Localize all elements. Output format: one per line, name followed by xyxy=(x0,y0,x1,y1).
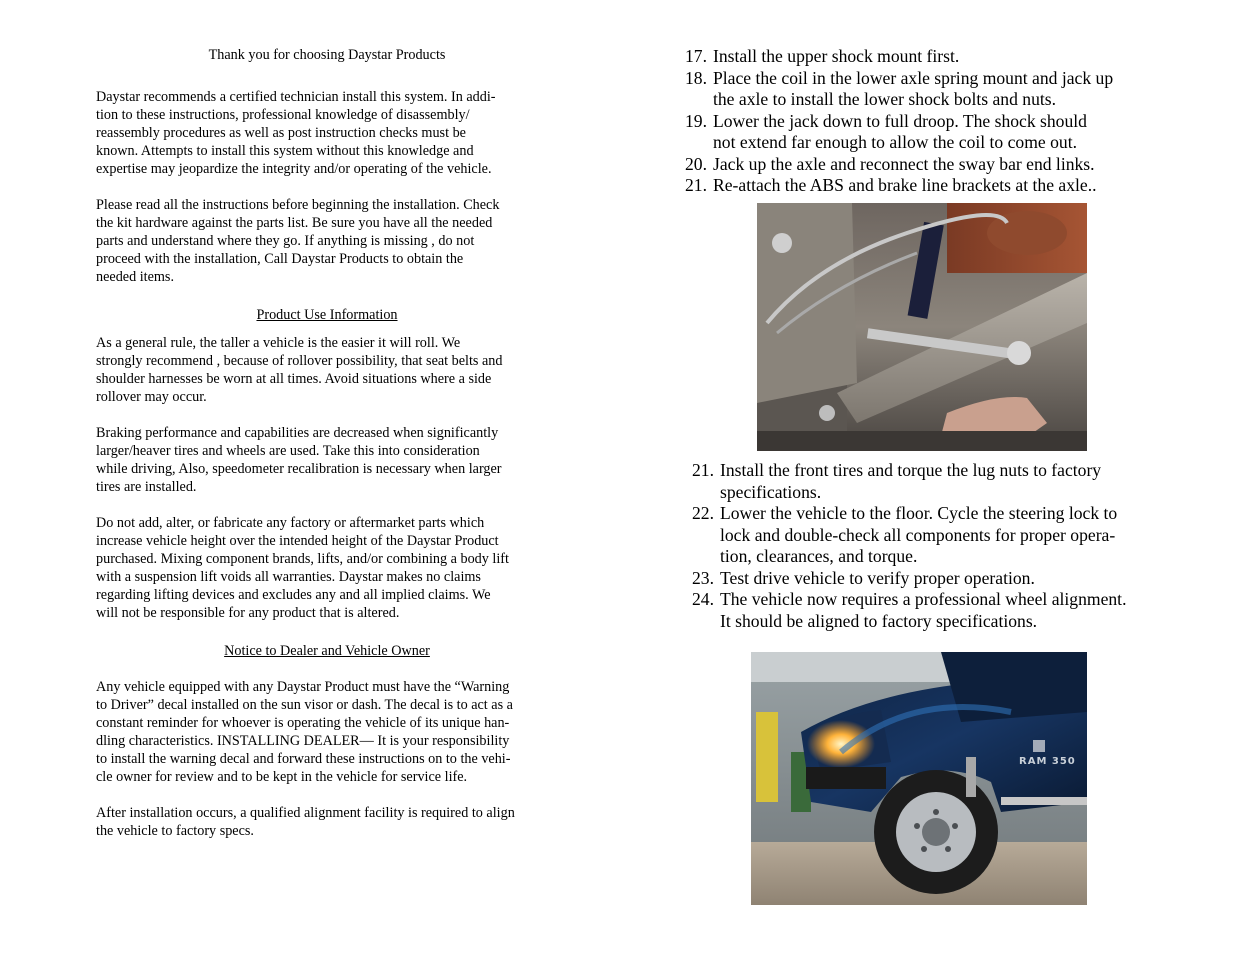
text-line: Please read all the instructions before beginning the installation. Check xyxy=(96,197,500,213)
left-column xyxy=(96,46,558,840)
intro-paragraph xyxy=(96,88,558,178)
text-line: As a general rule, the taller a vehicle is the easier it will roll. We xyxy=(96,335,461,351)
step-17 xyxy=(685,46,1155,68)
text-line: dling characteristics. INSTALLING DEALER— It is your responsibility xyxy=(96,733,510,749)
truck-photo xyxy=(751,652,1087,905)
notice-paragraph xyxy=(96,678,558,786)
step-18 xyxy=(685,68,1155,111)
step-number: 21. xyxy=(692,460,714,480)
step-20 xyxy=(685,154,1155,176)
text-line: Daystar recommends a certified technician install this system. In addi- xyxy=(96,89,496,105)
text-line: constant reminder for whoever is operating the vehicle of its unique han- xyxy=(96,715,510,731)
text-line: proceed with the installation, Call Daystar Products to obtain the xyxy=(96,251,464,267)
step-23 xyxy=(692,568,1162,590)
step-text: Lower the vehicle to the floor. Cycle the steering lock to xyxy=(720,503,1118,523)
step-text: Install the upper shock mount first. xyxy=(713,46,960,66)
step-text: Lower the jack down to full droop. The shock should xyxy=(713,110,1087,131)
text-line: tires are installed. xyxy=(96,479,197,495)
step-number: 22. xyxy=(692,503,714,523)
text-line: to install the warning decal and forward these instructions on to the vehi- xyxy=(96,751,511,767)
step-number: 20. xyxy=(685,153,707,174)
shock-install-photo xyxy=(757,203,1087,451)
truck-photo-illustration xyxy=(751,652,1087,905)
step-text: Place the coil in the lower axle spring mount and jack up xyxy=(713,67,1114,88)
text-line: shoulder harnesses be worn at all times. Avoid situations where a side xyxy=(96,371,492,387)
step-text: Re-attach the ABS and brake line brackets at the axle.. xyxy=(713,175,1097,195)
text-line: Do not add, alter, or fabricate any factory or aftermarket parts which xyxy=(96,515,485,531)
step-text: Jack up the axle and reconnect the sway bar end links. xyxy=(713,153,1095,174)
text-line: rollover may occur. xyxy=(96,389,207,405)
text-line: needed items. xyxy=(96,269,175,285)
text-line: larger/heaver tires and wheels are used. Take this into consideration xyxy=(96,443,480,459)
text-line: tion to these instructions, professional knowledge of disassembly/ xyxy=(96,107,470,123)
step-19 xyxy=(685,111,1155,154)
product-use-heading: Product Use Information xyxy=(256,307,398,323)
text-line: Any vehicle equipped with any Daystar Product must have the “Warning xyxy=(96,679,510,695)
text-line: cle owner for review and to be kept in the vehicle for service life. xyxy=(96,769,468,785)
text-line: After installation occurs, a qualified alignment facility is required to align xyxy=(96,805,515,821)
text-line: known. Attempts to install this system without this knowledge and xyxy=(96,143,474,159)
thank-you-title: Thank you for choosing Daystar Products xyxy=(208,47,446,63)
step-number: 17. xyxy=(685,46,707,66)
step-number: 23. xyxy=(692,567,714,588)
step-text: the axle to install the lower shock bolts and nuts. xyxy=(713,89,1057,109)
alignment-paragraph xyxy=(96,804,558,840)
text-line: expertise may jeopardize the integrity and/or operating of the vehicle. xyxy=(96,161,492,177)
step-number: 24. xyxy=(692,589,714,609)
rollover-paragraph xyxy=(96,334,558,406)
step-text: It should be aligned to factory specifications. xyxy=(720,610,1038,631)
step-21-bottom xyxy=(692,460,1162,503)
text-line: Braking performance and capabilities are decreased when significantly xyxy=(96,425,499,441)
text-line: the vehicle to factory specs. xyxy=(96,823,254,839)
text-line: increase vehicle height over the intended height of the Daystar Product xyxy=(96,533,499,549)
text-line: strongly recommend , because of rollover possibility, that seat belts and xyxy=(96,353,503,369)
text-line: will not be responsible for any product that is altered. xyxy=(96,605,400,621)
step-21-top xyxy=(685,175,1155,197)
step-24 xyxy=(692,589,1162,632)
shock-install-photo-illustration xyxy=(757,203,1087,451)
notice-heading: Notice to Dealer and Vehicle Owner xyxy=(224,643,430,659)
step-text: tion, clearances, and torque. xyxy=(720,546,918,566)
step-text: The vehicle now requires a professional wheel alignment. xyxy=(720,589,1127,609)
text-line: while driving, Also, speedometer recalibration is necessary when larger xyxy=(96,461,502,477)
steps-list-top xyxy=(685,46,1155,197)
text-line: to Driver” decal installed on the sun visor or dash. The decal is to act as a xyxy=(96,697,513,713)
step-text: specifications. xyxy=(720,481,822,502)
text-line: parts and understand where they go. If anything is missing , do not xyxy=(96,233,475,249)
alteration-paragraph xyxy=(96,514,558,622)
step-number: 19. xyxy=(685,110,707,131)
step-22 xyxy=(692,503,1162,568)
step-text: lock and double-check all components for proper opera- xyxy=(720,524,1116,545)
text-line: reassembly procedures as well as post instruction checks must be xyxy=(96,125,466,141)
step-text: Test drive vehicle to verify proper operation. xyxy=(720,567,1035,588)
text-line: purchased. Mixing component brands, lifts, and/or combining a body lift xyxy=(96,551,509,567)
steps-list-bottom xyxy=(692,460,1162,632)
braking-paragraph xyxy=(96,424,558,496)
text-line: regarding lifting devices and excludes any and all implied claims. We xyxy=(96,587,491,603)
truck-badge: RAM 350 xyxy=(1019,756,1076,767)
text-line: the kit hardware against the parts list. Be sure you have all the needed xyxy=(96,215,493,231)
read-instructions-paragraph xyxy=(96,196,558,286)
step-number: 21. xyxy=(685,175,707,195)
text-line: with a suspension lift voids all warranties. Daystar makes no claims xyxy=(96,569,481,585)
step-number: 18. xyxy=(685,67,707,88)
step-text: Install the front tires and torque the lug nuts to factory xyxy=(720,460,1102,480)
step-text: not extend far enough to allow the coil to come out. xyxy=(713,132,1077,152)
